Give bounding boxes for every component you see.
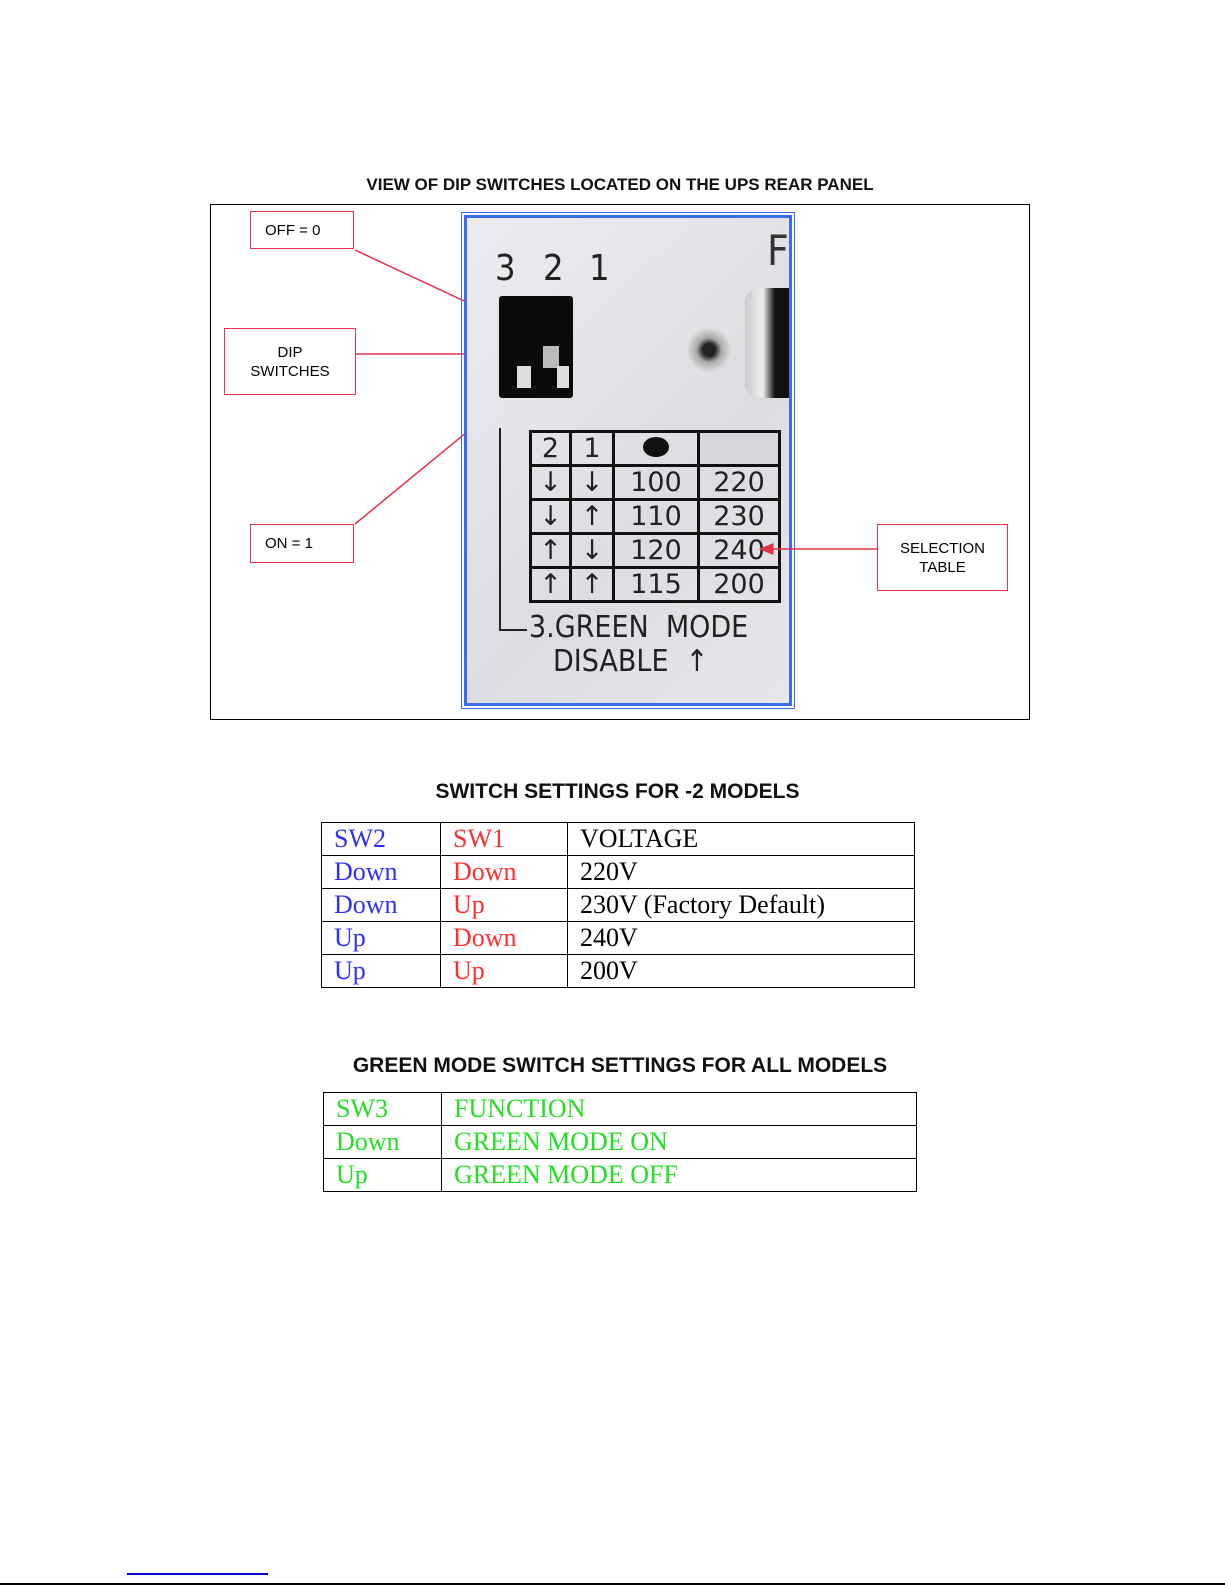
table-cell: SW2 [322,823,441,856]
table-cell: SW1 [441,823,568,856]
table-row [322,955,915,988]
table-cell: Up [324,1159,442,1192]
table-cell: Down [322,856,441,889]
table-cell: GREEN MODE ON [442,1126,917,1159]
table-cell: 240V [568,922,915,955]
table-cell: Down [322,889,441,922]
table-cell: ↓ [531,500,571,534]
photo-header-1: 1 [571,432,614,466]
figure-title: VIEW OF DIP SWITCHES LOCATED ON THE UPS REAR PANEL [366,175,874,194]
table-cell: 200 [699,568,780,602]
callout-selection-table: SELECTION TABLE [877,524,1008,591]
table-cell: ↓ [571,466,614,500]
table-cell: 100 [614,466,699,500]
table-cell: Down [441,856,568,889]
table-cell: 230V (Factory Default) [568,889,915,922]
green-mode-label: 3.GREEN MODE [529,610,749,645]
switch-table-title: SWITCH SETTINGS FOR -2 MODELS [435,780,800,803]
green-table-title: GREEN MODE SWITCH SETTINGS FOR ALL MODELS [352,1054,888,1077]
panel-letter: F [767,226,789,275]
table-cell: Up [441,889,568,922]
table-cell: ↑ [531,568,571,602]
switch-number-1: 1 [589,248,610,289]
table-cell: Up [441,955,568,988]
table-cell: ↓ [531,466,571,500]
table-row [324,1126,917,1159]
green-mode-disable-label: DISABLE ↑ [553,644,709,679]
table-cell: 240 [699,534,780,568]
callout-off: OFF = 0 [250,211,354,249]
table-row [324,1159,917,1192]
table-cell: Down [441,922,568,955]
table-cell: VOLTAGE [568,823,915,856]
table-cell: 200V [568,955,915,988]
table-row [322,856,915,889]
table-cell: SW3 [324,1093,442,1126]
table-cell: ↑ [571,568,614,602]
footnote-link-underline[interactable] [127,1573,268,1575]
table-cell: 220V [568,856,915,889]
photo-header-2: 2 [531,432,571,466]
table-header-row [324,1093,917,1126]
table-row [322,889,915,922]
switch-number-3: 3 [495,248,516,289]
table-cell: ↓ [571,534,614,568]
table-cell: ↑ [531,534,571,568]
table-cell: 230 [699,500,780,534]
callout-dip-switches: DIP SWITCHES [224,328,356,395]
table-cell: GREEN MODE OFF [442,1159,917,1192]
switch-settings-table [321,822,915,988]
table-cell: Up [322,955,441,988]
switch-number-2: 2 [543,248,564,289]
table-cell: 115 [614,568,699,602]
table-cell: ↑ [571,500,614,534]
callout-on: ON = 1 [250,524,354,563]
green-mode-table [323,1092,917,1192]
table-cell: 220 [699,466,780,500]
table-cell: 120 [614,534,699,568]
table-cell: FUNCTION [442,1093,917,1126]
table-header-row [322,823,915,856]
table-row [322,922,915,955]
table-cell: Up [322,922,441,955]
table-cell: 110 [614,500,699,534]
table-cell: Down [324,1126,442,1159]
